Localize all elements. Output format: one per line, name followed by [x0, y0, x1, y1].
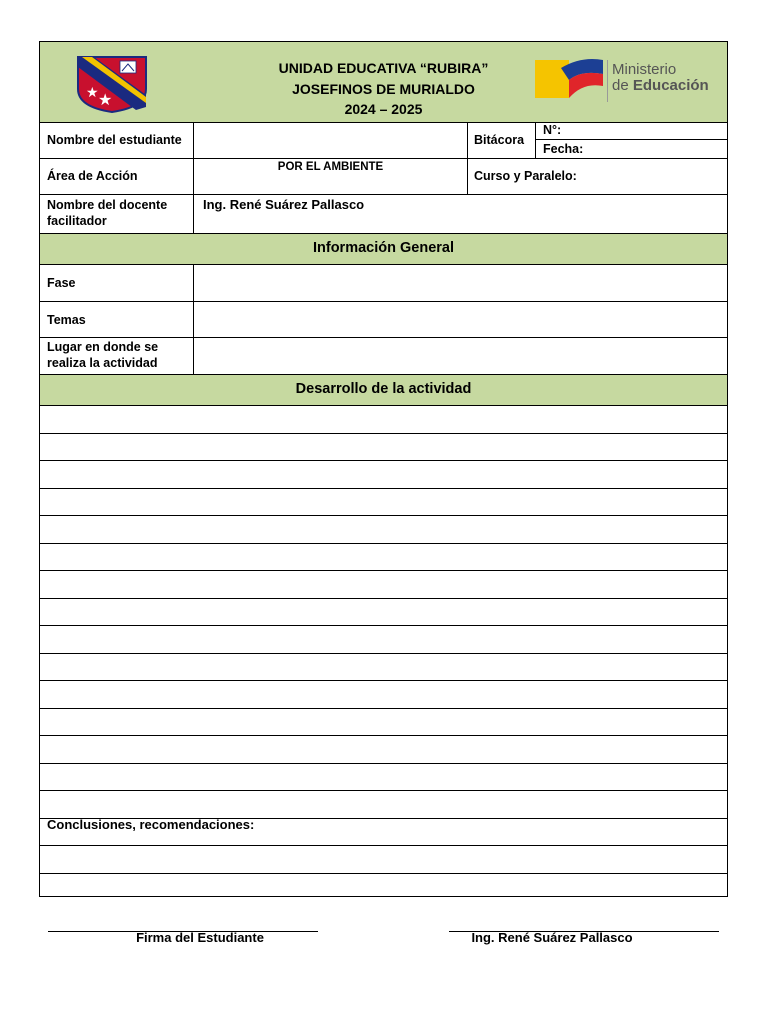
writing-row[interactable] — [40, 489, 727, 515]
conclusions-label: Conclusiones, recomendaciones: — [47, 817, 255, 832]
writing-row[interactable] — [40, 406, 727, 432]
writing-row[interactable] — [40, 874, 727, 900]
student-name-field[interactable] — [194, 123, 467, 158]
development-header — [40, 375, 727, 405]
bitacora-date-field[interactable] — [585, 141, 727, 157]
writing-row[interactable] — [40, 544, 727, 570]
ministry-line1: Ministerio — [612, 61, 677, 78]
ministry-line2: de Educación — [612, 77, 709, 94]
writing-row[interactable] — [40, 434, 727, 460]
writing-row[interactable] — [40, 461, 727, 487]
writing-row[interactable] — [40, 516, 727, 542]
ministry-logo-text — [612, 62, 709, 94]
writing-row[interactable] — [40, 764, 727, 790]
bitacora-date-label: Fecha: — [543, 142, 584, 156]
place-field[interactable] — [194, 338, 727, 374]
topics-label: Temas — [47, 313, 86, 327]
ministry-flag-icon — [535, 58, 605, 102]
teacher-label: Nombre del docente facilitador — [47, 198, 168, 228]
student-signature-label: Firma del Estudiante — [136, 930, 264, 945]
writing-row[interactable] — [40, 709, 727, 735]
general-info-title: Información General — [312, 240, 454, 256]
writing-row[interactable] — [40, 736, 727, 762]
area-label: Área de Acción — [47, 169, 138, 183]
svg-text:★: ★ — [98, 90, 113, 109]
writing-row[interactable] — [40, 654, 727, 680]
school-name: UNIDAD EDUCATIVA “RUBIRA” — [278, 60, 489, 76]
phase-label: Fase — [47, 276, 76, 290]
school-year: 2024 – 2025 — [344, 101, 423, 117]
ministry-logo — [535, 58, 725, 108]
general-info-header — [40, 234, 727, 264]
activity-log-form — [39, 41, 728, 897]
place-label: Lugar en donde se realiza la actividad — [47, 340, 159, 370]
writing-row[interactable] — [40, 791, 727, 817]
form-header — [40, 42, 727, 122]
writing-row[interactable] — [40, 599, 727, 625]
course-field[interactable] — [575, 159, 727, 194]
student-name-label: Nombre del estudiante — [47, 133, 182, 147]
course-label: Curso y Paralelo: — [474, 169, 577, 183]
school-subtitle: JOSEFINOS DE MURIALDO — [292, 80, 475, 97]
area-value: POR EL AMBIENTE — [277, 161, 384, 173]
phase-field[interactable] — [194, 265, 727, 301]
bitacora-number-label: N°: — [543, 123, 562, 137]
writing-row[interactable] — [40, 571, 727, 597]
writing-row[interactable] — [40, 626, 727, 652]
bitacora-label: Bitácora — [474, 133, 525, 147]
bitacora-number-field[interactable] — [565, 123, 727, 139]
ministry-logo-divider — [607, 60, 608, 102]
writing-row[interactable] — [40, 681, 727, 707]
topics-field[interactable] — [194, 302, 727, 337]
teacher-value: Ing. René Suárez Pallasco — [203, 197, 365, 212]
teacher-signature-label: Ing. René Suárez Pallasco — [471, 930, 633, 945]
svg-text:★: ★ — [86, 85, 99, 101]
writing-row[interactable] — [40, 846, 727, 872]
development-title: Desarrollo de la actividad — [295, 381, 472, 397]
